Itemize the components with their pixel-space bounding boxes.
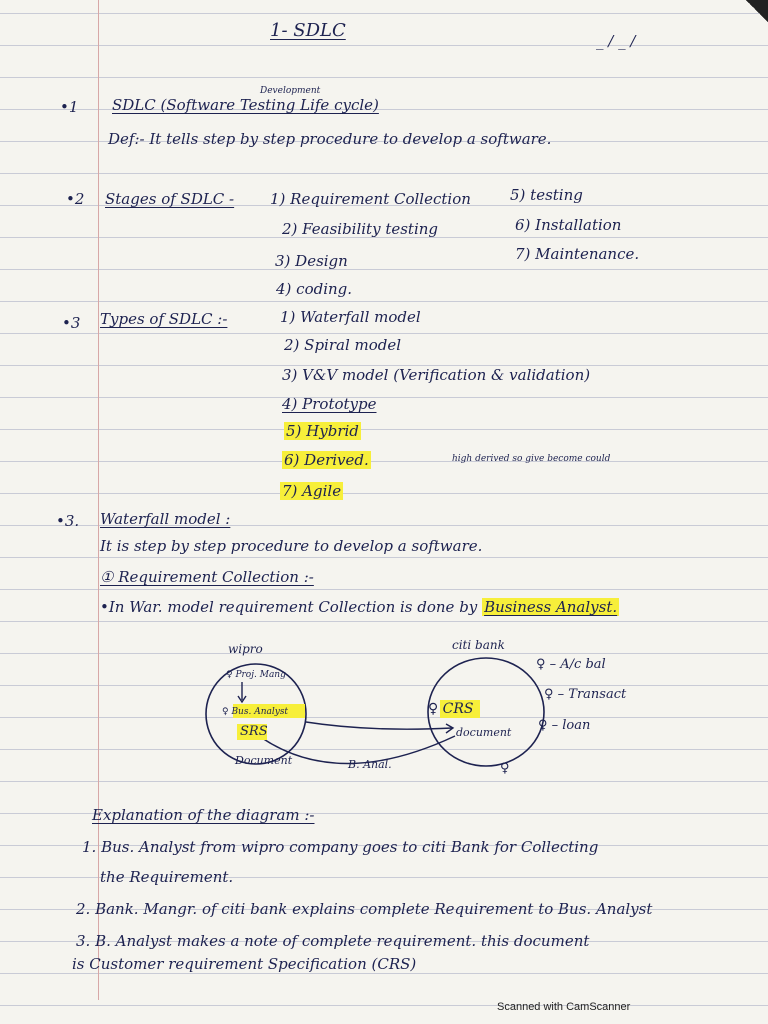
customer-account-balance: ♀ – A/c bal [536, 657, 606, 672]
project-manager-label: ♀ Proj. Mang [226, 670, 286, 680]
point-text: •In War. model requirement Collection is done by [100, 598, 478, 616]
types-heading: Types of SDLC :- [100, 310, 228, 328]
business-analyst-label: ♀ Bus. Analyst [222, 707, 289, 717]
type-6-highlight: 6) Derived. [284, 451, 369, 469]
srs-label: SRS [240, 724, 268, 739]
stage-left-4: 4) coding. [276, 280, 353, 298]
stage-right-5: 5) testing [510, 186, 583, 204]
type-1: 1) Waterfall model [280, 308, 421, 326]
waterfall-definition: It is step by step procedure to develop a software. [100, 537, 483, 555]
derived-note: high derived so give become could [452, 454, 611, 464]
explanation-3: 3. B. Analyst makes a note of complete requirement. this document [76, 932, 590, 950]
ba-arrow-label: B. Anal. [348, 758, 392, 771]
wipro-label: wipro [228, 642, 263, 656]
sdlc-definition: Def:- It tells step by step procedure to develop a software. [108, 130, 552, 148]
stage-left-2: 2) Feasibility testing [282, 220, 439, 238]
stage-right-6: 6) Installation [515, 216, 622, 234]
heading-insert: Development [260, 86, 321, 96]
document-left-label: Document [235, 754, 293, 767]
type-3: 3) V&V model (Verification & validation) [282, 366, 591, 384]
explanation-heading: Explanation of the diagram :- [92, 806, 315, 824]
crs-label: ♀ CRS [428, 701, 474, 717]
bullet-4: •3. [56, 512, 80, 530]
explanation-1-cont: the Requirement. [100, 868, 234, 886]
type-5-highlight: 5) Hybrid [286, 422, 359, 440]
page-title: 1- SDLC [270, 20, 346, 41]
type-2: 2) Spiral model [284, 336, 402, 354]
stages-heading: Stages of SDLC - [105, 190, 235, 208]
type-7-highlight: 7) Agile [282, 482, 342, 500]
explanation-3-cont: is Customer requirement Specification (CRS) [72, 955, 417, 973]
type-4: 4) Prototype [282, 395, 377, 413]
explanation-1: 1. Bus. Analyst from wipro company goes to citi Bank for Collecting [82, 838, 599, 856]
stage-left-3: 3) Design [275, 252, 348, 270]
bullet-2: •2 [66, 190, 85, 208]
date-field: _ / _ / [596, 32, 636, 50]
document-right-label: document [456, 726, 512, 739]
business-analyst-highlight: Business Analyst. [484, 598, 618, 616]
citibank-label: citi bank [452, 638, 505, 652]
bullet-1: •1 [60, 98, 79, 116]
stage-right-7: 7) Maintenance. [515, 245, 640, 263]
waterfall-heading: Waterfall model : [100, 510, 231, 528]
customer-loan: ♀ – loan [538, 718, 591, 733]
sdlc-heading: SDLC (Software Testing Life cycle) [112, 96, 379, 114]
customer-extra: ♀ [500, 761, 510, 776]
bullet-3: •3 [62, 314, 81, 332]
explanation-2: 2. Bank. Mangr. of citi bank explains complete Requirement to Bus. Analyst [76, 900, 653, 918]
requirement-collection-subheading: ① Requirement Collection :- [100, 568, 314, 586]
scanner-watermark: Scanned with CamScanner [497, 1001, 631, 1013]
stage-left-1: 1) Requirement Collection [270, 190, 471, 208]
customer-transaction: ♀ – Transact [544, 687, 627, 702]
